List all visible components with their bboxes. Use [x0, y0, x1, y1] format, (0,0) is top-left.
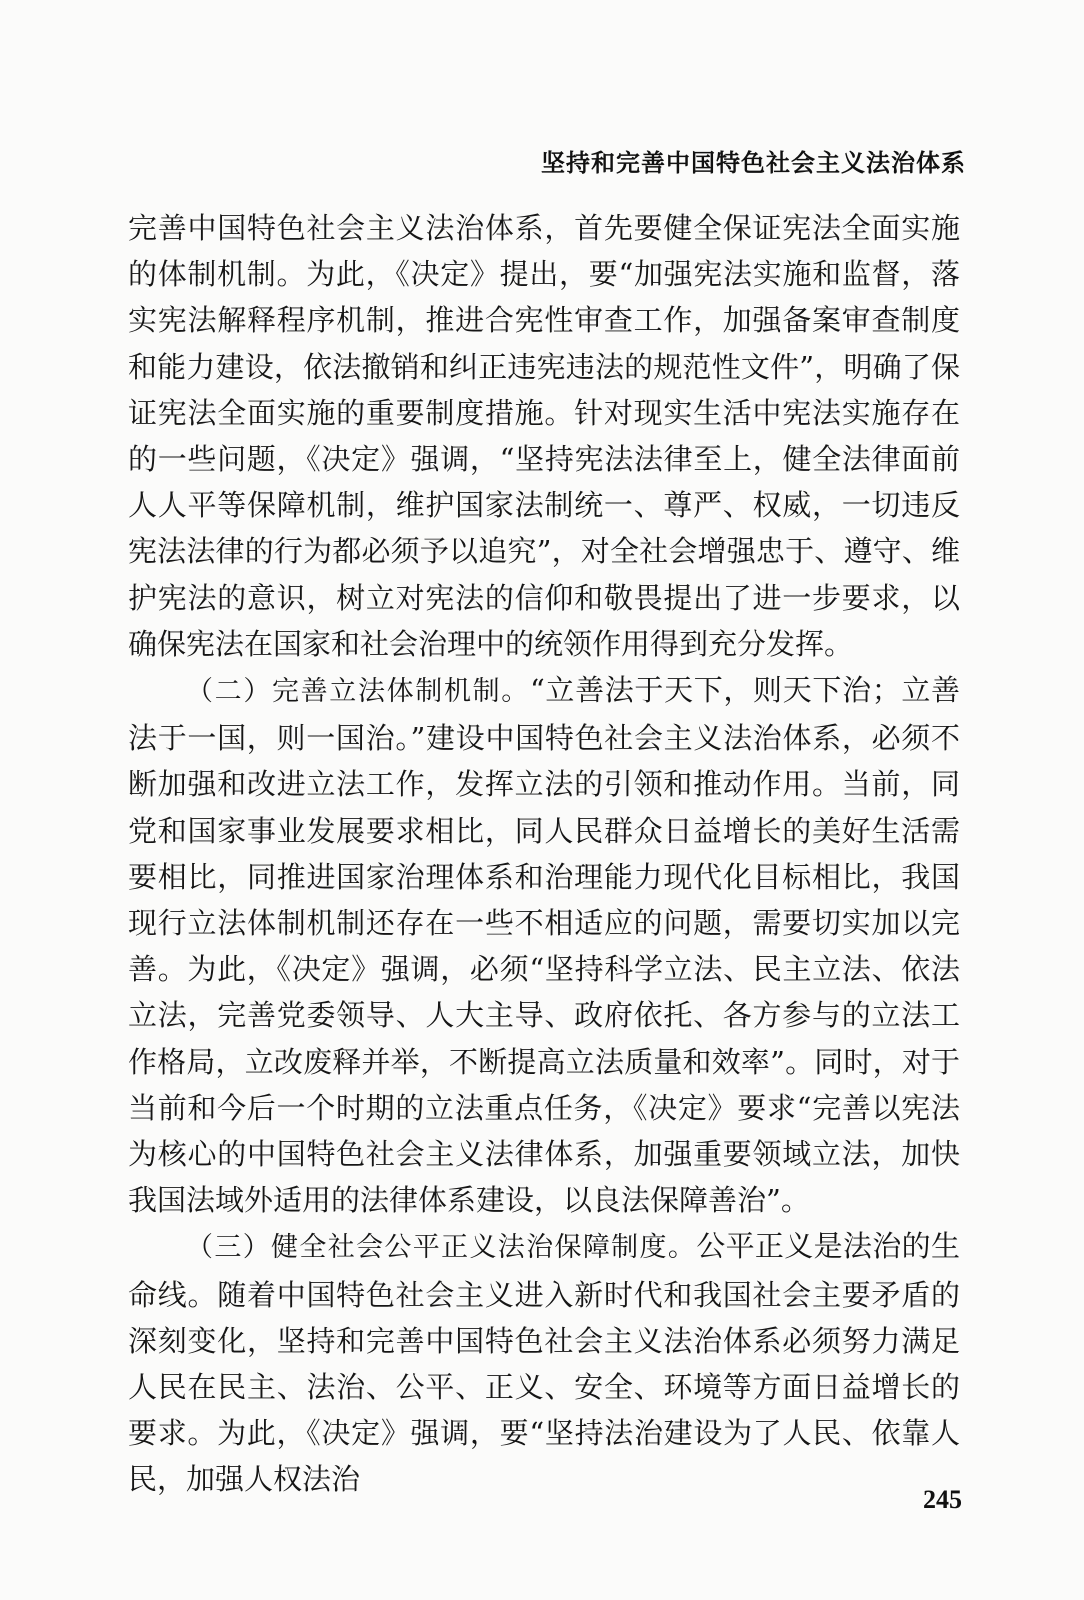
paragraph-3 [128, 1223, 960, 1502]
running-header: 坚持和完善中国特色社会主义法治体系 [541, 149, 966, 177]
paragraph-2-text: “立善法于天下，则天下治；立善法于一国，则一国治。”建设中国特色社会主义法治体系，必须不断加强和改进立法工作，发挥立法的引领和推动作用。当前，同党和国家事业发展要求相比，同人民群众日益增长的美好生活需要相比，同推进国家治理体系和治理能力现代化目标相比，我国现行立法体制机制还存在一些不相适应的问题，需要切实加以完善。为此，《决定》强调，必须“坚持科学立法、民主立法、依法立法，完善党委领导、人大主导、政府依托、各方参与的立法工作格局，立改废释并举，不断提高立法质量和效率”。同时，对于当前和今后一个时期的立法重点任务，《决定》要求“完善以宪法为核心的中国特色社会主义法律体系，加强重要领域立法，加快我国法域外适用的法律体系建设，以良法保障善治”。 [128, 673, 961, 1218]
page-number: 245 [923, 1485, 962, 1514]
paragraph-2 [128, 667, 960, 1223]
section-heading-3: （三）健全社会公平正义法治保障制度。 [186, 1232, 697, 1264]
body-text [128, 205, 960, 1503]
paragraph-3-text: 公平正义是法治的生命线。随着中国特色社会主义进入新时代和我国社会主要矛盾的深刻变化，坚持和完善中国特色社会主义法治体系必须努力满足人民在民主、法治、公平、正义、安全、环境等方面日益增长的要求。为此，《决定》强调，要“坚持法治建设为了人民、依靠人民，加强人权法治 [128, 1229, 960, 1497]
paragraph-1 [128, 205, 960, 667]
paragraph-1-text: 完善中国特色社会主义法治体系，首先要健全保证宪法全面实施的体制机制。为此，《决定》提出，要“加强宪法实施和监督，落实宪法解释程序机制，推进合宪性审查工作，加强备案审查制度和能力建设，依法撤销和纠正违宪违法的规范性文件”，明确了保证宪法全面实施的重要制度措施。针对现实生活中宪法实施存在的一些问题，《决定》强调，“坚持宪法法律至上，健全法律面前人人平等保障机制，维护国家法制统一、尊严、权威，一切违反宪法法律的行为都必须予以追究”，对全社会增强忠于、遵守、维护宪法的意识，树立对宪法的信仰和敬畏提出了进一步要求，以确保宪法在国家和社会治理中的统领作用得到充分发挥。 [128, 211, 960, 661]
section-heading-2: （二）完善立法体制机制。 [186, 676, 530, 708]
